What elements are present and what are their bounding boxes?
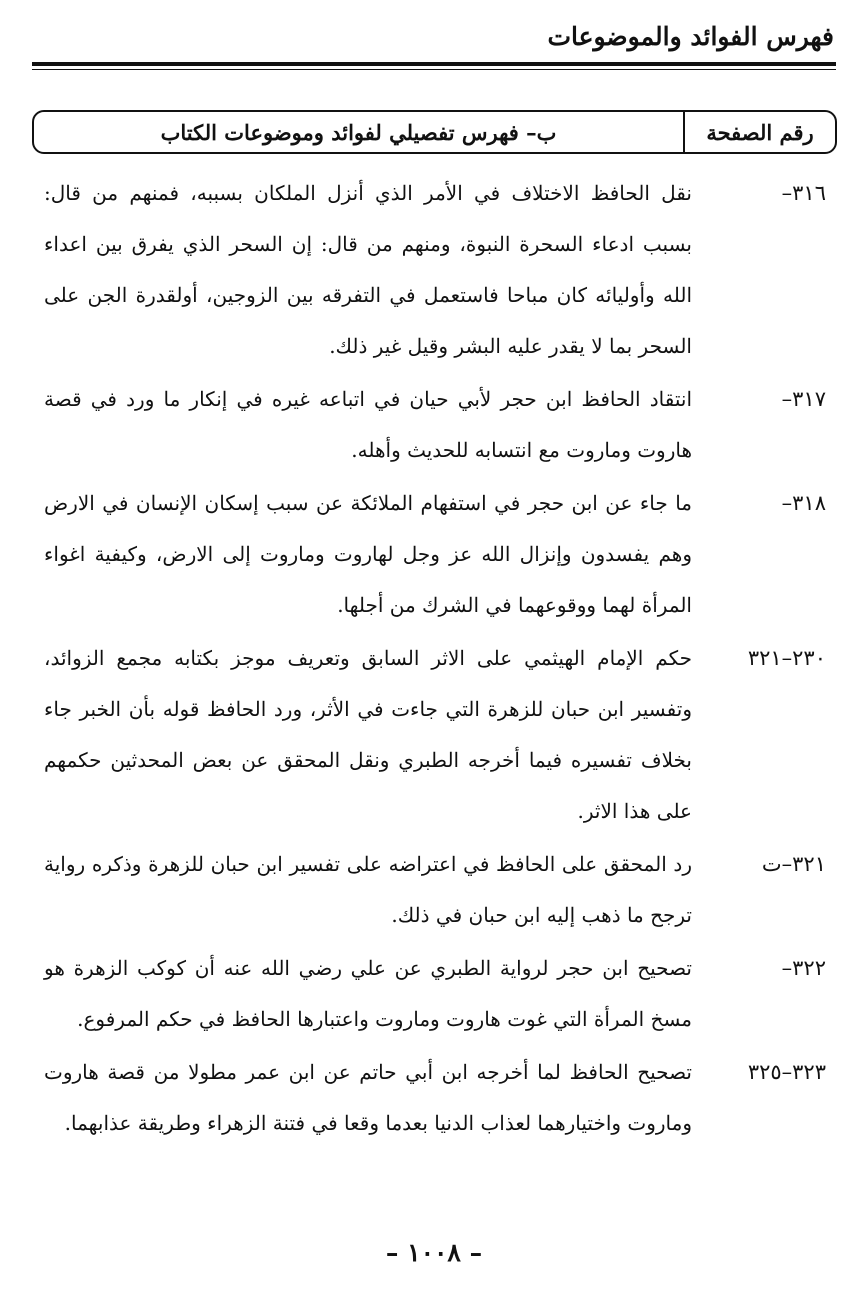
entry-page-ref: ٣١٦– (781, 181, 826, 205)
entry-page-ref: ٣١٧– (781, 387, 826, 411)
running-head: فهرس الفوائد والموضوعات (547, 22, 834, 51)
entry-text: ما جاء عن ابن حجر في استفهام الملائكة عن سبب إسكان الإنسان في الارض وهم يفسدون وإنزال الله عز وجل لهاروت وماروت إلى الارض، وكيفية اغواء المرأة لهما ووقوعهما في الشرك من أجلها. (44, 491, 692, 617)
entry-page-ref: ٣٢٣–٣٢٥ (747, 1060, 826, 1084)
entry-text: تصحيح الحافظ لما أخرجه ابن أبي حاتم عن ابن عمر مطولا من قصة هاروت وماروت واختيارهما لعذاب الدنيا بعدما وقعا في فتنة الزهراء وطريقة عذابهما. (44, 1060, 692, 1135)
header-rule-thick (32, 62, 836, 66)
entry-text: نقل الحافظ الاختلاف في الأمر الذي أنزل الملكان بسببه، فمنهم من قال: بسبب ادعاء السحرة النبوة، ومنهم من قال: إن السحر الذي يفرق بين اعداء الله وأوليائه كان مباحا فاستعمل في التفرقه بين الزوجين، أولقدرة الجن على السحر بما لا يقدر عليه البشر وقيل غير ذلك. (44, 181, 692, 358)
entry-text: حكم الإمام الهيثمي على الاثر السابق وتعريف موجز بكتابه مجمع الزوائد، وتفسير ابن حبان للزهرة التي جاءت في الأثر، ورد الحافظ قوله بأن الخبر جاء بخلاف تفسيره فيما أخرجه الطبري ونقل المحقق عن بعض المحدثين حكمهم على هذا الاثر. (44, 646, 692, 823)
entry-page-ref: ٢٣٠–٣٢١ (747, 646, 826, 670)
header-rule-thin (32, 69, 836, 70)
entry-text: انتقاد الحافظ ابن حجر لأبي حيان في اتباعه غيره في إنكار ما ورد في قصة هاروت وماروت مع انتسابه للحديث وأهله. (44, 387, 692, 462)
entry-text: رد المحقق على الحافظ في اعتراضه على تفسير ابن حبان للزهرة وذكره رواية ترجح ما ذهب إليه ابن حبان في ذلك. (44, 852, 692, 927)
page-number-footer: – ١٠٠٨ – (385, 1238, 483, 1267)
entry-page-ref: ٣٢٢– (781, 956, 826, 980)
entry-text: تصحيح ابن حجر لرواية الطبري عن علي رضي الله عنه أن كوكب الزهرة هو مسخ المرأة التي غوت هاروت وماروت واعتبارها الحافظ في حكم المرفوع. (44, 956, 692, 1031)
index-entry (44, 478, 834, 631)
index-title-column-header: ب– فهرس تفصيلي لفوائد وموضوعات الكتاب (160, 119, 557, 145)
index-entry (44, 633, 834, 837)
index-entry (44, 943, 834, 1045)
index-entry (44, 1047, 834, 1149)
index-entry (44, 839, 834, 941)
index-entry (44, 374, 834, 476)
index-entries (44, 168, 834, 1149)
page-number-column-header: رقم الصفحة (683, 112, 835, 152)
entry-page-ref: ٣٢١–ت (761, 852, 826, 876)
index-entry (44, 168, 834, 372)
index-table-header (32, 110, 837, 154)
entry-page-ref: ٣١٨– (781, 491, 826, 515)
